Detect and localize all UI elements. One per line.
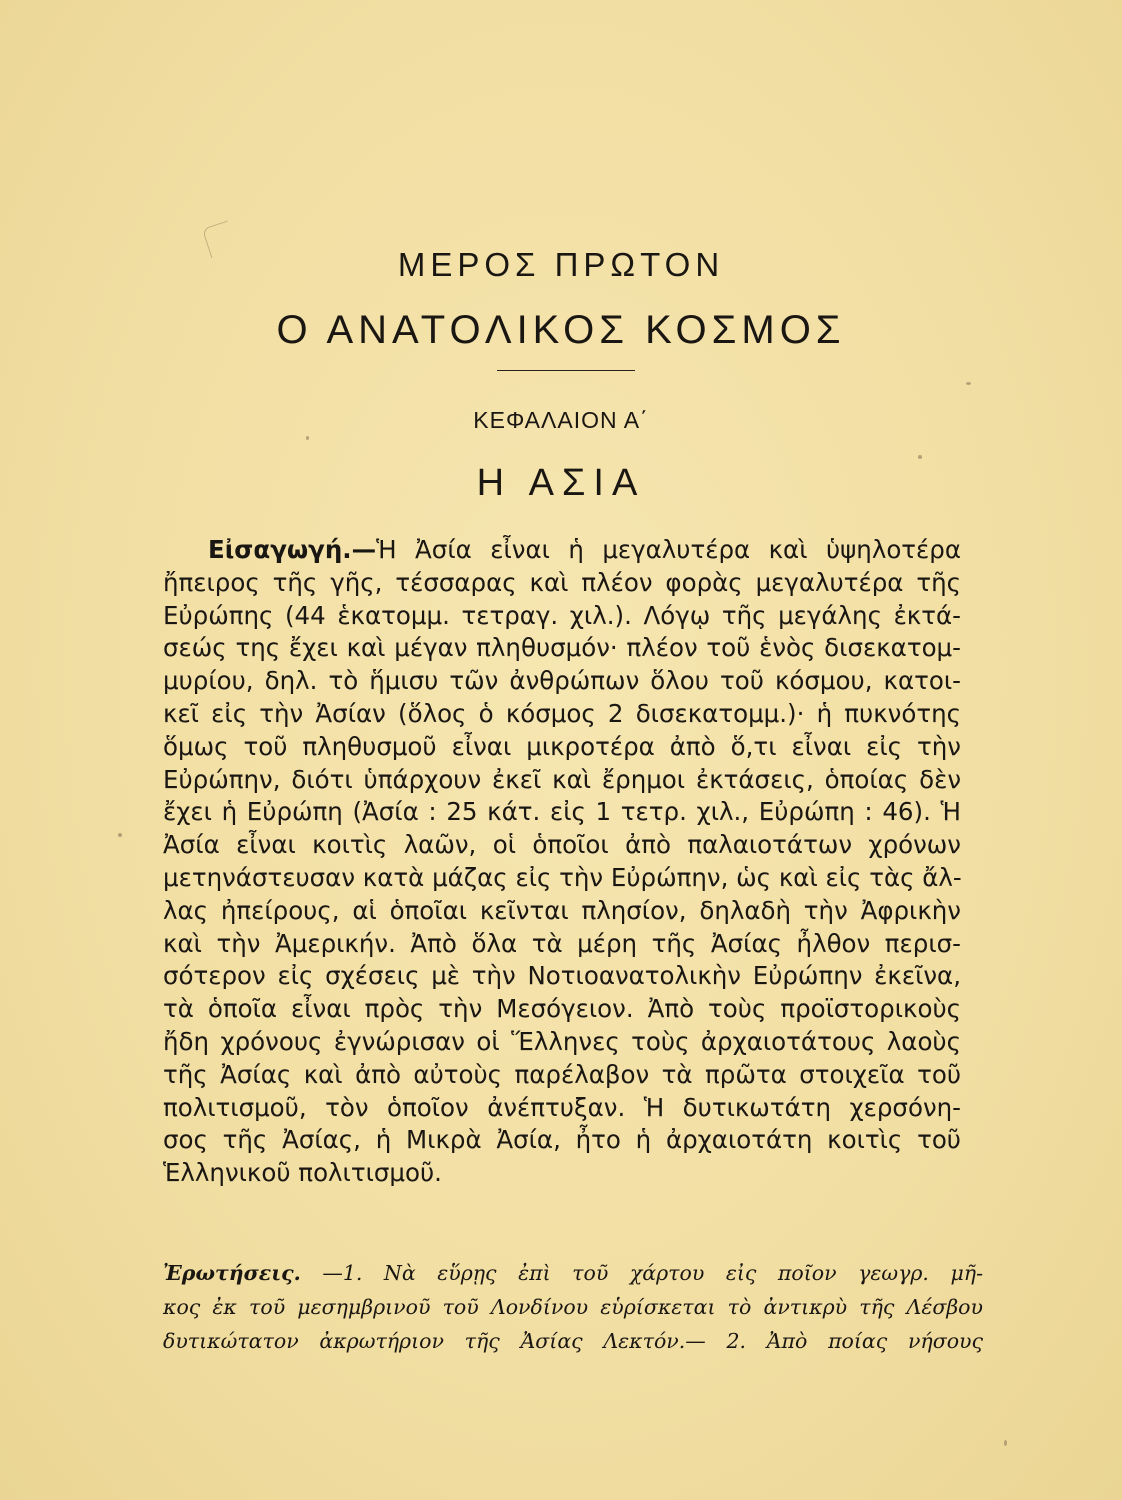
questions-line	[163, 1256, 983, 1290]
questions-line-text: —1. Νὰ εὕρῃς ἐπὶ τοῦ χάρτου εἰς ποῖον γεωγρ. μῆ-	[300, 1261, 983, 1285]
paragraph-line: ἤδη χρόνους ἐγνώρισαν οἱ Ἕλληνες τοὺς ἀρχαιοτάτους λαοὺς	[163, 1026, 961, 1056]
paragraph-line: σότερον εἰς σχέσεις μὲ τὴν Νοτιοανατολικὴν Εὐρώπην ἐκεῖνα,	[163, 961, 961, 991]
title-divider	[497, 370, 635, 371]
paper-speck	[918, 455, 922, 459]
paper-speck	[966, 382, 971, 385]
chapter-title: Η ΑΣΙΑ	[476, 462, 646, 504]
paper-speck	[118, 833, 122, 837]
paragraph-line: ἔχει ἡ Εὐρώπη (Ἀσία : 25 κάτ. εἰς 1 τετρ. χιλ., Εὐρώπη : 46). Ἡ	[163, 797, 961, 827]
paragraph-line: μυρίου, δηλ. τὸ ἥμισυ τῶν ἀνθρώπων ὅλου τοῦ κόσμου, κατοι-	[163, 666, 961, 696]
intro-paragraph	[163, 534, 961, 1190]
paragraph-line: μετηνάστευσαν κατὰ μάζας εἰς τὴν Εὐρώπην, ὡς καὶ εἰς τὰς ἄλ-	[163, 862, 962, 892]
questions-line: δυτικώτατον ἀκρωτήριον τῆς Ἀσίας Λεκτόν.— 2. Ἀπὸ ποίας νήσους	[163, 1329, 983, 1353]
questions-lead: Ἐρωτήσεις.	[163, 1261, 301, 1285]
chapter-label: ΚΕΦΑΛΑΙΟΝ Α΄	[473, 407, 649, 433]
paragraph-line: Ἑλληνικοῦ πολιτισμοῦ.	[163, 1158, 442, 1188]
paper-speck	[306, 436, 309, 440]
questions-line: κος ἐκ τοῦ μεσημβρινοῦ τοῦ Λονδίνου εὑρίσκεται τὸ ἀντικρὺ τῆς Λέσβου	[163, 1295, 983, 1319]
main-title: Ο ΑΝΑΤΟΛΙΚΟΣ ΚΟΣΜΟΣ	[276, 308, 846, 352]
paragraph-line: κεῖ εἰς τὴν Ἀσίαν (ὅλος ὁ κόσμος 2 δισεκατομμ.)· ἡ πυκνότης	[163, 698, 961, 728]
paragraph-line: πολιτισμοῦ, τὸν ὁποῖον ἀνέπτυξαν. Ἡ δυτικωτάτη χερσόνη-	[163, 1092, 961, 1122]
paragraph-line: τὰ ὁποῖα εἶναι πρὸς τὴν Μεσόγειον. Ἀπὸ τοὺς προϊστορικοὺς	[163, 994, 961, 1024]
questions-block	[163, 1256, 983, 1358]
paragraph-line: Εὐρώπην, διότι ὑπάρχουν ἐκεῖ καὶ ἔρημοι ἐκτάσεις, ὁποίας δὲν	[163, 764, 961, 794]
paragraph-line: λας ἠπείρους, αἱ ὁποῖαι κεῖνται πλησίον, δηλαδὴ τὴν Ἀφρικὴν	[163, 895, 961, 925]
paragraph-line: ἤπειρος τῆς γῆς, τέσσαρας καὶ πλέον φορὰς μεγαλυτέρα τῆς	[163, 567, 961, 597]
paragraph-line-text: Ἡ Ἀσία εἶναι ἡ μεγαλυτέρα καὶ ὑψηλοτέρα	[376, 535, 961, 564]
paragraph-line: ὅμως τοῦ πληθυσμοῦ εἶναι μικροτέρα ἀπὸ ὅ,τι εἶναι εἰς τὴν	[163, 731, 961, 761]
paragraph-line: τῆς Ἀσίας καὶ ἀπὸ αὐτοὺς παρέλαβον τὰ πρῶτα στοιχεῖα τοῦ	[163, 1059, 961, 1089]
intro-lead: Εἰσαγωγή.—	[208, 535, 377, 564]
paragraph-line: σεώς της ἔχει καὶ μέγαν πληθυσμόν· πλέον τοῦ ἑνὸς δισεκατομ-	[163, 633, 961, 663]
paragraph-line	[163, 534, 961, 567]
paragraph-line: Εὐρώπης (44 ἑκατομμ. τετραγ. χιλ.). Λόγῳ τῆς μεγάλης ἐκτά-	[163, 600, 961, 630]
paragraph-line: Ἀσία εἶναι κοιτὶς λαῶν, οἱ ὁποῖοι ἀπὸ παλαιοτάτων χρόνων	[163, 830, 961, 860]
paragraph-line: σος τῆς Ἀσίας, ἡ Μικρὰ Ἀσία, ἦτο ἡ ἀρχαιοτάτη κοιτὶς τοῦ	[163, 1125, 961, 1155]
paragraph-line: καὶ τὴν Ἀμερικήν. Ἀπὸ ὅλα τὰ μέρη τῆς Ἀσίας ἦλθον περισ-	[163, 928, 961, 958]
paper-speck	[1004, 1440, 1007, 1446]
part-title: ΜΕΡΟΣ ΠΡΩΤΟΝ	[397, 246, 725, 283]
